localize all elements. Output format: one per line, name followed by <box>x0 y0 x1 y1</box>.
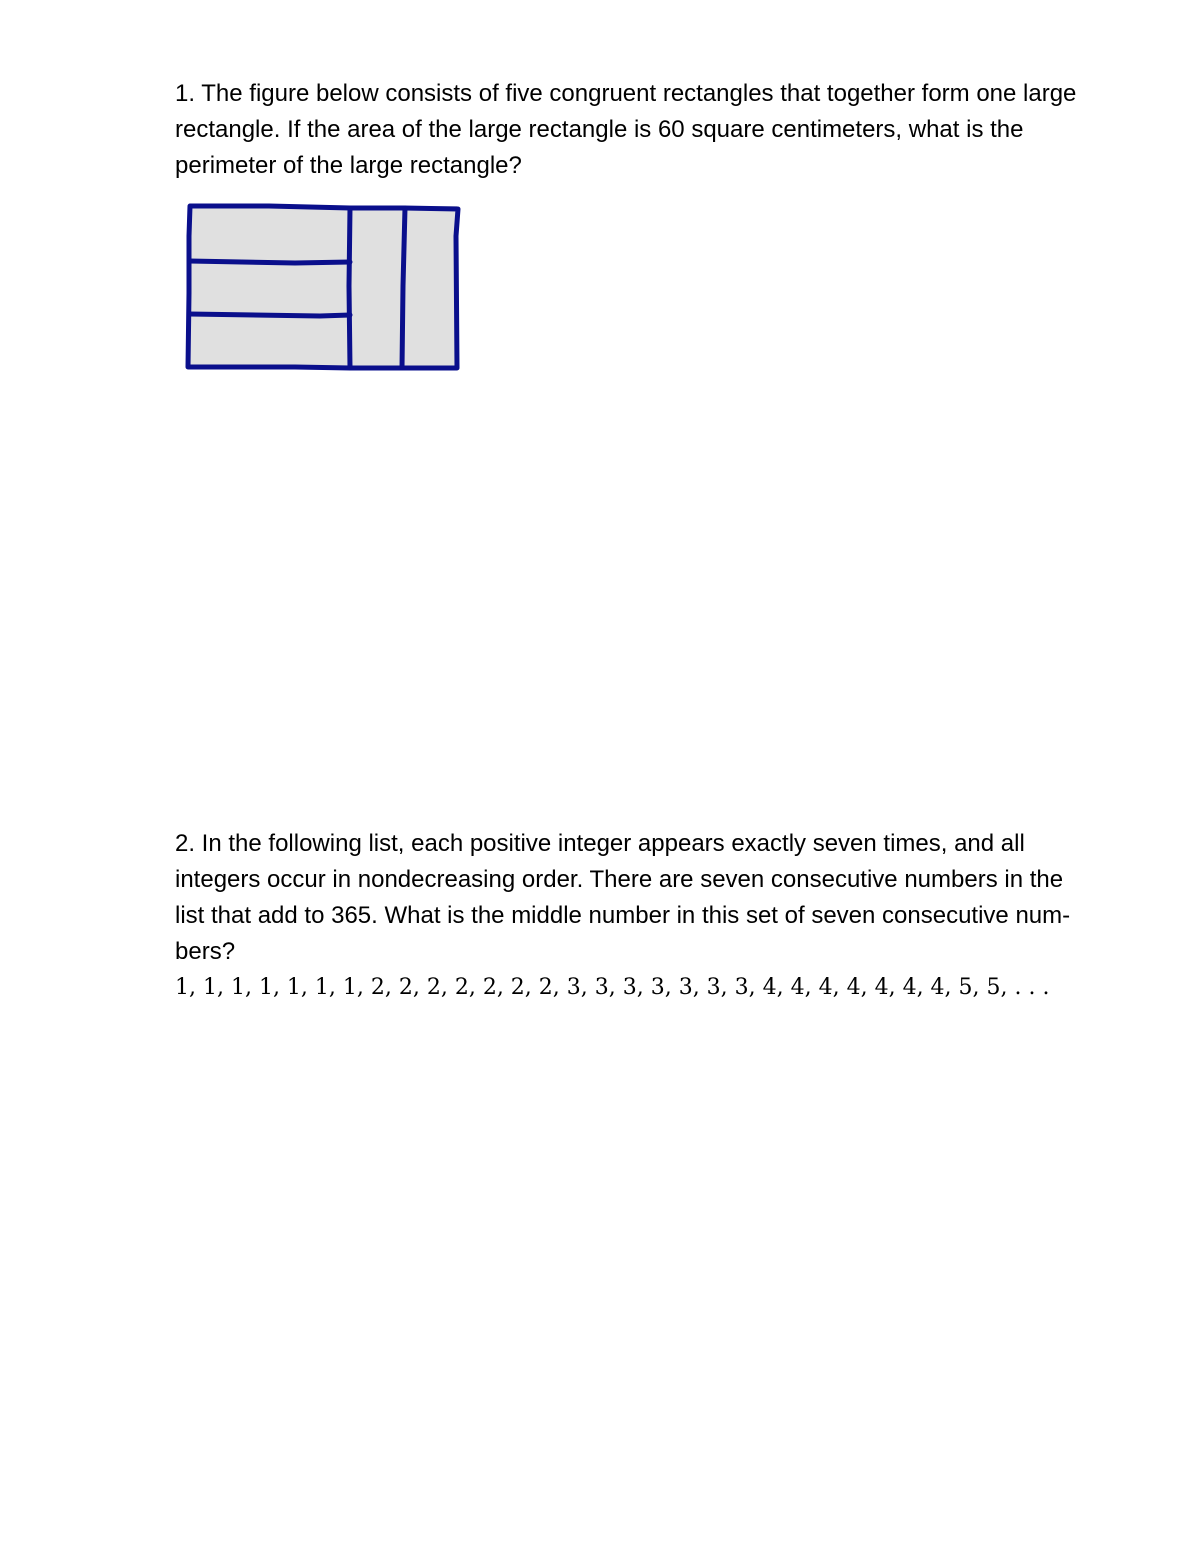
vertical-rectangle-divider-1 <box>349 208 350 368</box>
horizontal-rectangle-divider-2 <box>189 314 350 316</box>
problem-1 <box>175 76 1095 184</box>
problem-2-text: 2. In the following list, each positive integer appears exactly seven times, and all integers occur in nondecreasing order. There are seven consecutive numbers in the list that add to 365. What is the middle number in this set of seven consecutive num- bers? <box>175 830 1071 965</box>
large-rectangle-fill <box>189 206 457 368</box>
vertical-rectangle-divider-2 <box>402 208 405 368</box>
integer-sequence: 1, 1, 1, 1, 1, 1, 1, 2, 2, 2, 2, 2, 2, 2, 3, 3, 3, 3, 3, 3, 3, 4, 4, 4, 4, 4, 4, 4, 5, 5, . . . <box>175 975 1050 1000</box>
problem-2 <box>175 826 1095 1006</box>
horizontal-rectangle-divider-1 <box>189 261 350 263</box>
five-rectangles-figure <box>180 196 470 381</box>
problem-1-text: 1. The figure below consists of five congruent rectangles that together form one large rectangle. If the area of the large rectangle is 60 square centimeters, what is the perimeter of the large rectangle? <box>175 80 1077 179</box>
